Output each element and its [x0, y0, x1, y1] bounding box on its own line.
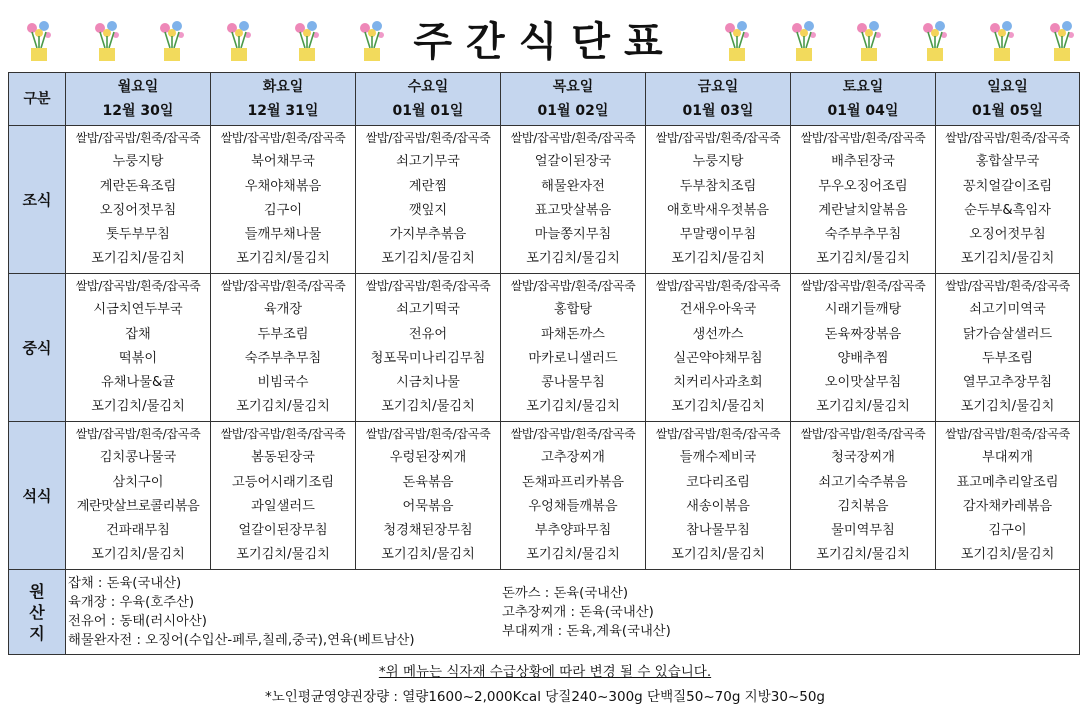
menu-cell	[501, 126, 646, 274]
menu-item: 포기김치/물김치	[671, 251, 765, 267]
menu-item: 포기김치/물김치	[816, 547, 910, 563]
menu-item: 돈채파프리카볶음	[522, 474, 624, 490]
menu-item: 실곤약야채무침	[673, 350, 763, 366]
menu-item: 순두부&흑임자	[964, 202, 1051, 218]
day-header	[791, 73, 936, 126]
menu-cell	[501, 422, 646, 570]
menu-item: 포기김치/물김치	[236, 547, 330, 563]
menu-cell	[646, 126, 791, 274]
lunch-row	[9, 274, 1080, 422]
flower-pot-icon	[985, 18, 1019, 64]
header-banner	[0, 0, 1090, 72]
menu-item: 건파래무침	[106, 523, 170, 539]
menu-item: 쌀밥/잡곡밥/흰죽/잡곡죽	[945, 279, 1070, 293]
menu-item: 돈육볶음	[402, 474, 454, 490]
menu-item: 우엉채들깨볶음	[528, 498, 618, 514]
change-notice: *위 메뉴는 식자재 수급상황에 따라 변경 될 수 있습니다.	[378, 664, 712, 680]
menu-item: 육개장	[263, 302, 303, 318]
meal-label: 조식	[9, 126, 66, 274]
menu-item: 시금치나물	[396, 375, 460, 391]
menu-item: 쌀밥/잡곡밥/흰죽/잡곡죽	[655, 427, 781, 441]
menu-item: 삼치구이	[112, 474, 164, 490]
menu-item: 쌀밥/잡곡밥/흰죽/잡곡죽	[800, 131, 926, 145]
menu-item: 청경채된장무침	[383, 523, 473, 539]
menu-item: 마늘쫑지무침	[534, 227, 612, 243]
menu-item: 콩나물무침	[541, 375, 605, 391]
flower-pot-icon	[1045, 18, 1079, 64]
origin-item: 고추장찌개 : 돈육(국내산)	[502, 605, 654, 620]
menu-item: 김치볶음	[837, 498, 889, 514]
menu-item: 두부조림	[982, 350, 1033, 366]
menu-item: 쌀밥/잡곡밥/흰죽/잡곡죽	[510, 427, 636, 441]
page-title: 주간식단표	[413, 19, 677, 65]
menu-item: 청국장찌개	[831, 450, 895, 466]
menu-item: 해물완자전	[541, 178, 605, 194]
menu-cell	[501, 274, 646, 422]
dinner-row	[9, 422, 1080, 570]
menu-item: 쌀밥/잡곡밥/흰죽/잡곡죽	[365, 131, 491, 145]
menu-item: 건새우아욱국	[679, 302, 757, 318]
menu-item: 김치콩나물국	[99, 450, 177, 466]
menu-item: 쌀밥/잡곡밥/흰죽/잡곡죽	[75, 131, 201, 145]
origin-label-char: 지	[29, 623, 45, 643]
menu-cell	[66, 126, 211, 274]
menu-item: 쇠고기떡국	[396, 302, 460, 318]
day-header	[66, 73, 211, 126]
menu-item: 포기김치/물김치	[960, 251, 1055, 267]
menu-item: 깻잎지	[408, 202, 448, 218]
flower-pot-icon	[90, 18, 124, 64]
flower-pot-icon	[918, 18, 952, 64]
menu-cell	[356, 274, 501, 422]
menu-item: 오이맛살무침	[824, 375, 902, 391]
menu-item: 배추된장국	[831, 154, 895, 170]
day-date: 12월 31일	[247, 103, 319, 119]
menu-cell	[936, 274, 1080, 422]
day-date: 01월 02일	[537, 103, 609, 119]
menu-item: 꽁치얼갈이조림	[962, 178, 1053, 194]
menu-cell	[66, 422, 211, 570]
menu-item: 홍합살무국	[975, 154, 1040, 170]
menu-item: 쇠고기무국	[396, 154, 460, 170]
menu-item: 쌀밥/잡곡밥/흰죽/잡곡죽	[220, 131, 346, 145]
menu-item: 포기김치/물김치	[671, 547, 765, 563]
menu-item: 양배추찜	[837, 350, 889, 366]
menu-item: 부추양파무침	[534, 523, 612, 539]
origin-item: 전유어 : 동태(러시아산)	[68, 614, 207, 629]
menu-item: 시래기들깨탕	[824, 302, 902, 318]
menu-cell	[791, 274, 936, 422]
menu-item: 감자채카레볶음	[962, 498, 1053, 514]
flower-pot-icon	[222, 18, 256, 64]
menu-item: 참나물무침	[686, 523, 750, 539]
menu-item: 포기김치/물김치	[91, 399, 185, 415]
menu-item: 쌀밥/잡곡밥/흰죽/잡곡죽	[220, 279, 346, 293]
menu-item: 북어채무국	[251, 154, 315, 170]
day-header	[936, 73, 1080, 126]
menu-item: 돈육짜장볶음	[824, 326, 902, 342]
menu-item: 쌀밥/잡곡밥/흰죽/잡곡죽	[655, 279, 781, 293]
menu-item: 들깨수제비국	[679, 450, 757, 466]
menu-item: 두부조림	[257, 326, 309, 342]
menu-item: 쌀밥/잡곡밥/흰죽/잡곡죽	[75, 279, 201, 293]
origin-info	[66, 570, 1080, 655]
menu-item: 무말랭이무침	[679, 227, 757, 243]
origin-item: 부대찌개 : 돈육,계육(국내산)	[502, 624, 671, 639]
meal-label: 석식	[9, 422, 66, 570]
menu-item: 떡볶이	[118, 350, 158, 366]
menu-item: 쌀밥/잡곡밥/흰죽/잡곡죽	[800, 427, 926, 441]
menu-item: 포기김치/물김치	[381, 251, 475, 267]
menu-item: 포기김치/물김치	[381, 399, 475, 415]
day-date: 01월 04일	[827, 103, 899, 119]
menu-item: 무우오징어조림	[818, 178, 908, 194]
day-name: 월요일	[117, 79, 159, 95]
menu-item: 김구이	[988, 523, 1027, 539]
day-name: 금요일	[697, 79, 739, 95]
menu-item: 포기김치/물김치	[236, 251, 330, 267]
menu-item: 시금치연두부국	[93, 302, 183, 318]
menu-item: 쌀밥/잡곡밥/흰죽/잡곡죽	[365, 427, 491, 441]
menu-item: 포기김치/물김치	[526, 251, 620, 267]
menu-item: 표고맛살볶음	[534, 202, 612, 218]
menu-item: 청포묵미나리김무침	[370, 350, 486, 366]
menu-item: 두부참치조림	[679, 178, 757, 194]
menu-item: 들깨무채나물	[244, 227, 322, 243]
menu-item: 포기김치/물김치	[526, 547, 620, 563]
day-name: 화요일	[262, 79, 304, 95]
day-name: 목요일	[552, 79, 594, 95]
menu-item: 포기김치/물김치	[91, 547, 185, 563]
menu-item: 치커리사과초회	[673, 375, 763, 391]
day-date: 01월 01일	[392, 103, 464, 119]
menu-item: 계란돈육조림	[99, 178, 177, 194]
menu-item: 쌀밥/잡곡밥/흰죽/잡곡죽	[510, 279, 636, 293]
menu-item: 포기김치/물김치	[526, 399, 620, 415]
menu-item: 얼갈이된장국	[534, 154, 612, 170]
menu-item: 쌀밥/잡곡밥/흰죽/잡곡죽	[220, 427, 346, 441]
menu-cell	[211, 274, 356, 422]
menu-item: 쌀밥/잡곡밥/흰죽/잡곡죽	[510, 131, 636, 145]
menu-item: 가지부추볶음	[389, 227, 467, 243]
origin-list-right	[502, 584, 671, 641]
menu-item: 오징어젓무침	[969, 227, 1046, 243]
menu-item: 쌀밥/잡곡밥/흰죽/잡곡죽	[945, 427, 1070, 441]
menu-item: 숙주부추무침	[824, 227, 902, 243]
menu-cell	[356, 126, 501, 274]
weekly-menu-table	[8, 72, 1080, 655]
menu-item: 계란맛살브로콜리볶음	[76, 498, 200, 514]
menu-item: 과일샐러드	[251, 498, 315, 514]
day-name: 수요일	[407, 79, 449, 95]
menu-item: 톳두부무침	[106, 227, 170, 243]
menu-item: 열무고추장무침	[962, 375, 1053, 391]
menu-cell	[646, 274, 791, 422]
menu-item: 얼갈이된장무침	[238, 523, 328, 539]
menu-item: 마카로니샐러드	[528, 350, 618, 366]
header-row	[9, 73, 1080, 126]
origin-list-left	[68, 574, 415, 650]
flower-pot-icon	[355, 18, 389, 64]
menu-item: 쌀밥/잡곡밥/흰죽/잡곡죽	[655, 131, 781, 145]
menu-item: 포기김치/물김치	[960, 399, 1055, 415]
menu-item: 어묵볶음	[402, 498, 454, 514]
menu-item: 우렁된장찌개	[389, 450, 467, 466]
day-header	[501, 73, 646, 126]
menu-item: 계란날치알볶음	[818, 202, 908, 218]
flower-pot-icon	[787, 18, 821, 64]
day-header	[646, 73, 791, 126]
menu-item: 코다리조림	[686, 474, 750, 490]
day-date: 01월 05일	[972, 103, 1043, 119]
menu-cell	[211, 422, 356, 570]
menu-item: 닭가슴살샐러드	[962, 326, 1053, 342]
origin-item: 돈까스 : 돈육(국내산)	[502, 586, 629, 601]
menu-item: 포기김치/물김치	[236, 399, 330, 415]
menu-item: 표고메추리알조림	[956, 474, 1059, 490]
day-date: 01월 03일	[682, 103, 754, 119]
breakfast-row	[9, 126, 1080, 274]
menu-item: 고등어시래기조림	[232, 474, 334, 490]
meal-label: 중식	[9, 274, 66, 422]
menu-item: 고추장찌개	[541, 450, 605, 466]
menu-item: 쌀밥/잡곡밥/흰죽/잡곡죽	[945, 131, 1070, 145]
origin-label-char: 산	[29, 602, 45, 622]
menu-item: 포기김치/물김치	[91, 251, 185, 267]
menu-cell	[646, 422, 791, 570]
menu-item: 포기김치/물김치	[960, 547, 1055, 563]
flower-pot-icon	[22, 18, 56, 64]
menu-item: 오징어젓무침	[99, 202, 177, 218]
menu-item: 쌀밥/잡곡밥/흰죽/잡곡죽	[800, 279, 926, 293]
menu-item: 누룽지탕	[692, 154, 744, 170]
flower-pot-icon	[155, 18, 189, 64]
origin-label-char: 원	[29, 581, 45, 601]
flower-pot-icon	[852, 18, 886, 64]
origin-row	[9, 570, 1080, 655]
menu-item: 포기김치/물김치	[671, 399, 765, 415]
origin-item: 해물완자전 : 오징어(수입산-페루,칠레,중국),연육(베트남산)	[68, 633, 415, 648]
day-name: 토요일	[842, 79, 884, 95]
menu-cell	[356, 422, 501, 570]
menu-item: 생선까스	[692, 326, 744, 342]
menu-cell	[66, 274, 211, 422]
menu-item: 잡채	[125, 326, 151, 342]
menu-item: 봄동된장국	[251, 450, 315, 466]
origin-item: 잡채 : 돈육(국내산)	[68, 576, 182, 591]
menu-item: 쌀밥/잡곡밥/흰죽/잡곡죽	[365, 279, 491, 293]
menu-item: 애호박새우젓볶음	[667, 202, 769, 218]
menu-cell	[211, 126, 356, 274]
menu-item: 포기김치/물김치	[816, 251, 910, 267]
menu-item: 쌀밥/잡곡밥/흰죽/잡곡죽	[75, 427, 201, 441]
menu-item: 계란찜	[408, 178, 448, 194]
menu-item: 부대찌개	[982, 450, 1033, 466]
menu-item: 홍합탕	[553, 302, 593, 318]
day-header	[211, 73, 356, 126]
menu-item: 쇠고기미역국	[969, 302, 1046, 318]
menu-item: 새송이볶음	[686, 498, 750, 514]
menu-item: 물미역무침	[831, 523, 895, 539]
day-date: 12월 30일	[102, 103, 174, 119]
menu-item: 포기김치/물김치	[381, 547, 475, 563]
category-header: 구분	[9, 73, 66, 126]
menu-item: 누룽지탕	[112, 154, 164, 170]
nutrition-note: *노인평균영양권장량 : 열량1600~2,000Kcal 당질240~300g 단백질50~70g 지방30~50g	[265, 689, 825, 705]
menu-item: 우채야채볶음	[244, 178, 322, 194]
origin-label	[9, 570, 66, 655]
flower-pot-icon	[290, 18, 324, 64]
menu-item: 김구이	[263, 202, 303, 218]
menu-cell	[936, 422, 1080, 570]
day-header	[356, 73, 501, 126]
menu-item: 파채돈까스	[541, 326, 605, 342]
menu-item: 쇠고기숙주볶음	[818, 474, 908, 490]
menu-item: 숙주부추무침	[244, 350, 322, 366]
menu-cell	[936, 126, 1080, 274]
menu-item: 유채나물&귤	[101, 375, 175, 391]
day-name: 일요일	[987, 79, 1028, 95]
menu-item: 전유어	[408, 326, 448, 342]
origin-item: 육개장 : 우육(호주산)	[68, 595, 195, 610]
menu-item: 비빔국수	[257, 375, 309, 391]
flower-pot-icon	[720, 18, 754, 64]
menu-item: 포기김치/물김치	[816, 399, 910, 415]
menu-cell	[791, 422, 936, 570]
menu-cell	[791, 126, 936, 274]
